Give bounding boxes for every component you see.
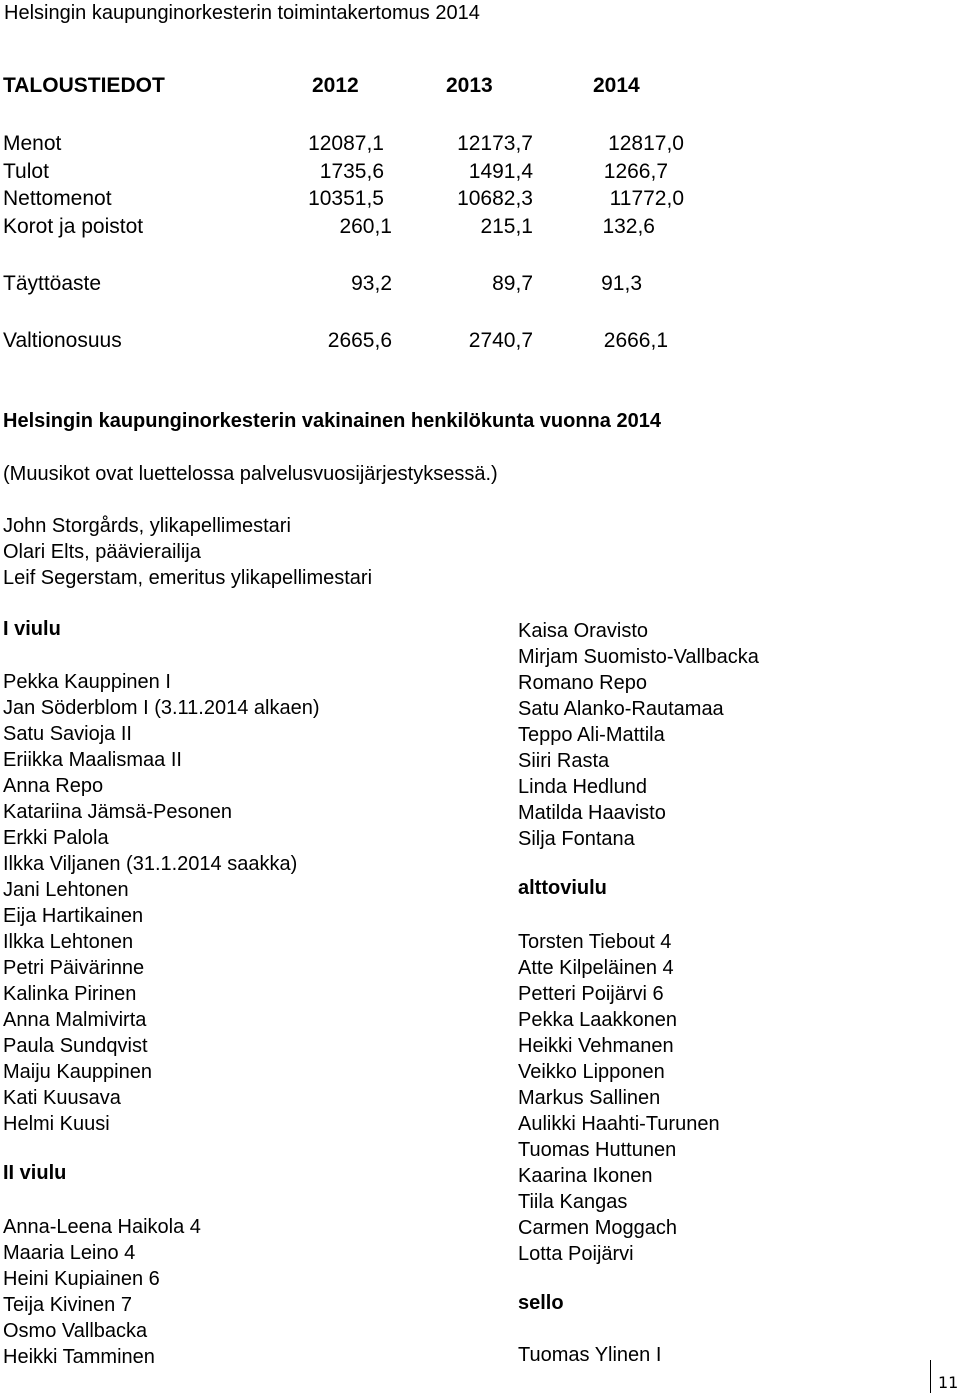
- list-item: Matilda Haavisto: [518, 802, 666, 824]
- list-item: Katariina Jämsä-Pesonen: [3, 801, 233, 823]
- cell-korot-2012: 260,1: [339, 215, 392, 238]
- cell-tayttoaste-2012: 93,2: [351, 272, 392, 295]
- year-2012: 2012: [312, 74, 359, 97]
- staff-note: (Muusikot ovat luettelossa palvelusvuosijärjestyksessä.): [3, 463, 498, 485]
- list-item: Maaria Leino 4: [3, 1242, 136, 1264]
- list-item: Kaarina Ikonen: [518, 1165, 653, 1187]
- list-item: Veikko Lipponen: [518, 1061, 665, 1083]
- list-item: Ilkka Viljanen (31.1.2014 saakka): [3, 853, 298, 875]
- cell-valtionosuus-2012: 2665,6: [327, 329, 392, 352]
- list-item: Petri Päivärinne: [3, 957, 145, 979]
- viulu2-list: [3, 1214, 201, 1370]
- cell-tayttoaste-2013: 89,7: [492, 272, 533, 295]
- list-item: Silja Fontana: [518, 828, 635, 850]
- list-item: Paula Sundqvist: [3, 1035, 148, 1057]
- cell-nettomenot-2012: 10351,5: [308, 187, 384, 210]
- staff-heading: Helsingin kaupunginorkesterin vakinainen henkilökunta vuonna 2014: [3, 410, 661, 432]
- sello-item: Tuomas Ylinen I: [518, 1344, 662, 1366]
- section-heading-viulu1: I viulu: [3, 618, 61, 640]
- list-item: Teija Kivinen 7: [3, 1294, 132, 1316]
- alttoviulu-list: [518, 929, 720, 1267]
- list-item: Atte Kilpeläinen 4: [518, 957, 674, 979]
- conductor: Leif Segerstam, emeritus ylikapellimestari: [3, 567, 373, 589]
- conductor: John Storgårds, ylikapellimestari: [3, 515, 291, 537]
- list-item: Kaisa Oravisto: [518, 620, 649, 642]
- list-item: Teppo Ali-Mattila: [518, 724, 665, 746]
- list-item: Romano Repo: [518, 672, 647, 694]
- list-item: Pekka Laakkonen: [518, 1009, 678, 1031]
- list-item: Markus Sallinen: [518, 1087, 661, 1109]
- finance-title: TALOUSTIEDOT: [3, 74, 165, 97]
- section-heading-sello: sello: [518, 1292, 564, 1314]
- list-item: Anna-Leena Haikola 4: [3, 1216, 201, 1238]
- list-item: Lotta Poijärvi: [518, 1243, 634, 1265]
- conductor: Olari Elts, päävierailija: [3, 541, 201, 563]
- cell-nettomenot-2014: 11772,0: [609, 187, 684, 210]
- list-item: Siiri Rasta: [518, 750, 610, 772]
- list-item: Aulikki Haahti-Turunen: [518, 1113, 720, 1135]
- list-item: Maiju Kauppinen: [3, 1061, 152, 1083]
- year-2013: 2013: [446, 74, 493, 97]
- row-label-nettomenot: Nettomenot: [3, 187, 112, 210]
- list-item: Torsten Tiebout 4: [518, 931, 672, 953]
- cell-korot-2014: 132,6: [602, 215, 655, 238]
- list-item: Linda Hedlund: [518, 776, 647, 798]
- cell-menot-2013: 12173,7: [457, 132, 533, 155]
- row-label-valtionosuus: Valtionosuus: [3, 329, 122, 352]
- cell-valtionosuus-2014: 2666,1: [603, 329, 668, 352]
- list-item: Jan Söderblom I (3.11.2014 alkaen): [3, 697, 320, 719]
- cell-tulot-2012: 1735,6: [319, 160, 384, 183]
- list-item: Eriikka Maalismaa II: [3, 749, 182, 771]
- page-number: 11: [938, 1373, 959, 1392]
- list-item: Mirjam Suomisto-Vallbacka: [518, 646, 759, 668]
- cell-korot-2013: 215,1: [480, 215, 533, 238]
- list-item: Osmo Vallbacka: [3, 1320, 148, 1342]
- list-item: Kalinka Pirinen: [3, 983, 137, 1005]
- list-item: Carmen Moggach: [518, 1217, 677, 1239]
- list-item: Jani Lehtonen: [3, 879, 129, 901]
- viulu1-list: [3, 669, 320, 1137]
- list-item: Kati Kuusava: [3, 1087, 121, 1109]
- cell-tayttoaste-2014: 91,3: [601, 272, 642, 295]
- year-2014: 2014: [593, 74, 640, 97]
- list-item: Petteri Poijärvi 6: [518, 983, 664, 1005]
- list-item: Pekka Kauppinen I: [3, 671, 171, 693]
- page-number-divider: [930, 1360, 931, 1393]
- section-heading-alttoviulu: alttoviulu: [518, 877, 607, 899]
- list-item: Heikki Vehmanen: [518, 1035, 674, 1057]
- list-item: Erkki Palola: [3, 827, 109, 849]
- list-item: Anna Malmivirta: [3, 1009, 147, 1031]
- list-item: Satu Savioja II: [3, 723, 132, 745]
- list-item: Anna Repo: [3, 775, 104, 797]
- list-item: Satu Alanko-Rautamaa: [518, 698, 724, 720]
- list-item: Tiila Kangas: [518, 1191, 628, 1213]
- cell-nettomenot-2013: 10682,3: [457, 187, 533, 210]
- conductor-list: [3, 513, 372, 591]
- list-item: Tuomas Huttunen: [518, 1139, 677, 1161]
- viulu1-continued-list: [518, 618, 759, 852]
- list-item: Ilkka Lehtonen: [3, 931, 134, 953]
- list-item: Helmi Kuusi: [3, 1113, 110, 1135]
- row-label-tulot: Tulot: [3, 160, 49, 183]
- list-item: Heikki Tamminen: [3, 1346, 155, 1368]
- row-label-tayttoaste: Täyttöaste: [3, 272, 102, 295]
- row-label-menot: Menot: [3, 132, 62, 155]
- cell-tulot-2013: 1491,4: [468, 160, 533, 183]
- cell-tulot-2014: 1266,7: [603, 160, 668, 183]
- list-item: Eija Hartikainen: [3, 905, 144, 927]
- cell-menot-2014: 12817,0: [608, 132, 684, 155]
- cell-valtionosuus-2013: 2740,7: [468, 329, 533, 352]
- section-heading-viulu2: II viulu: [3, 1162, 67, 1184]
- list-item: Heini Kupiainen 6: [3, 1268, 160, 1290]
- row-label-korot: Korot ja poistot: [3, 215, 144, 238]
- document-header: Helsingin kaupunginorkesterin toimintakertomus 2014: [4, 2, 480, 24]
- cell-menot-2012: 12087,1: [308, 132, 384, 155]
